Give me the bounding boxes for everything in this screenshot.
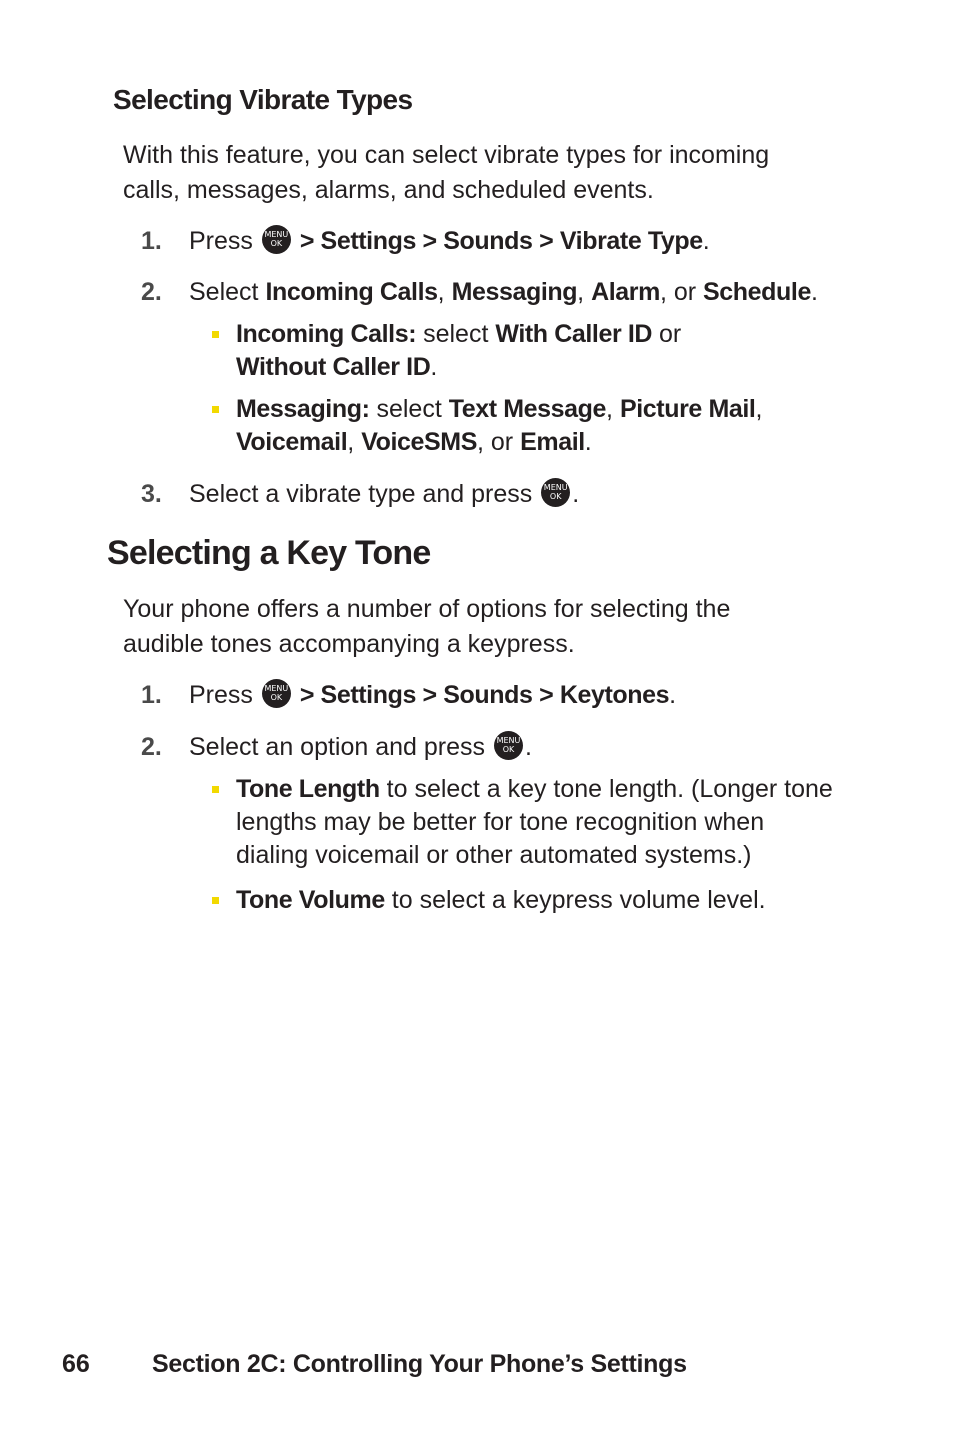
- bullet-square-icon: [212, 786, 219, 793]
- section-heading-key-tone: Selecting a Key Tone: [107, 534, 431, 572]
- bullet-square-icon: [212, 406, 219, 413]
- bullet-square-icon: [212, 331, 219, 338]
- menu-ok-icon: MENU OK: [262, 225, 291, 254]
- keytone-intro: Your phone offers a number of options for selecting the audible tones accompanying a keypress.: [123, 595, 731, 658]
- menu-ok-icon: MENU OK: [541, 478, 570, 507]
- page-number: 66: [62, 1350, 90, 1378]
- vibrate-bullet-incoming-calls: Incoming Calls: select With Caller ID or Without Caller ID.: [212, 318, 852, 384]
- vibrate-step-1: 1. Press MENU OK > Settings > Sounds > Vibrate Type.: [141, 227, 710, 255]
- subsection-heading-vibrate: Selecting Vibrate Types: [113, 84, 413, 115]
- menu-ok-icon: MENU OK: [262, 679, 291, 708]
- keytone-bullet-tone-volume: Tone Volume to select a keypress volume level.: [212, 884, 852, 917]
- vibrate-step-2: 2. Select Incoming Calls, Messaging, Alarm, or Schedule.: [141, 278, 818, 306]
- menu-ok-icon: MENU OK: [494, 731, 523, 760]
- keytone-step-1: 1. Press MENU OK > Settings > Sounds > Keytones.: [141, 681, 677, 709]
- vibrate-step-3: 3. Select a vibrate type and press MENU OK .: [141, 480, 580, 508]
- keytone-step-2: 2. Select an option and press MENU OK .: [141, 733, 532, 761]
- bullet-square-icon: [212, 897, 219, 904]
- section-footer-title: Section 2C: Controlling Your Phone’s Settings: [152, 1350, 687, 1378]
- keytone-bullet-tone-length: Tone Length to select a key tone length. (Longer tone lengths may be better for tone recognition when dialing voicemail or other automated systems.): [212, 773, 852, 872]
- vibrate-intro: With this feature, you can select vibrate types for incoming calls, messages, alarms, and scheduled events.: [123, 141, 770, 204]
- vibrate-bullet-messaging: Messaging: select Text Message, Picture Mail, Voicemail, VoiceSMS, or Email.: [212, 393, 852, 459]
